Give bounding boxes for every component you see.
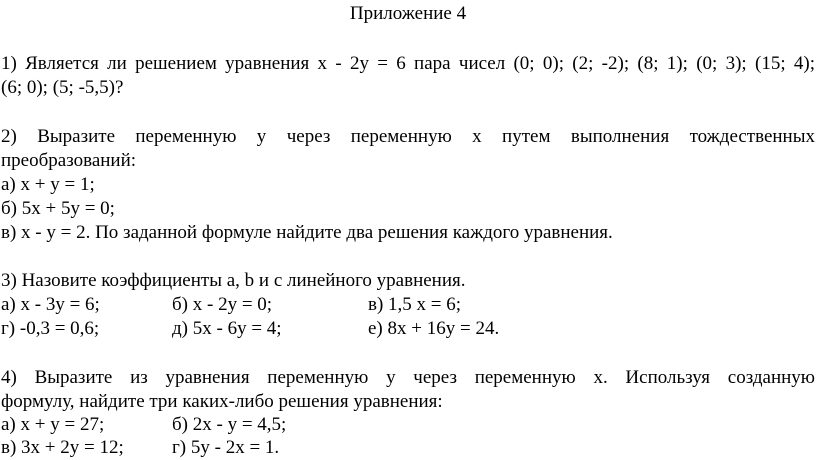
task3-item-d: д) 5x - 6y = 4; xyxy=(172,318,282,339)
page-title: Приложение 4 xyxy=(349,3,467,24)
task2-item-b: б) 5x + 5y = 0; xyxy=(1,198,115,219)
task2-line1: 2) Выразите переменную у через переменную х путем выполнения тождественных xyxy=(1,126,815,147)
task4-line2: формулу, найдите три каких-либо решения уравнения: xyxy=(1,391,443,412)
task3-item-b: б) x - 2y = 0; xyxy=(172,294,273,315)
task3-item-g: г) -0,3 = 0,6; xyxy=(1,318,100,339)
task2-line2: преобразований: xyxy=(1,150,137,171)
task4-line1: 4) Выразите из уравнения переменную у через переменную х. Используя созданную xyxy=(1,367,815,388)
task2-item-c: в) x - y = 2. По заданной формуле найдите два решения каждого уравнения. xyxy=(1,222,613,243)
task2-item-a: а) x + y = 1; xyxy=(1,174,95,195)
task3-item-v: в) 1,5 x = 6; xyxy=(368,294,462,315)
task1-line2: (6; 0); (5; -5,5)? xyxy=(1,77,124,98)
task3-item-a: а) x - 3y = 6; xyxy=(1,294,100,315)
task4-item-b: б) 2x - y = 4,5; xyxy=(172,414,287,435)
task4-item-v: в) 3x + 2y = 12; xyxy=(1,437,124,458)
task4-item-a: а) x + y = 27; xyxy=(1,414,105,435)
task3-line1: 3) Назовите коэффициенты a, b и c линейного уравнения. xyxy=(1,270,466,291)
task3-item-e: е) 8x + 16y = 24. xyxy=(368,318,500,339)
task1-line1: 1) Является ли решением уравнения x - 2y = 6 пара чисел (0; 0); (2; -2); (8; 1); (0; 3); (15; 4); xyxy=(1,53,815,74)
task4-item-g: г) 5y - 2x = 1. xyxy=(172,437,280,458)
